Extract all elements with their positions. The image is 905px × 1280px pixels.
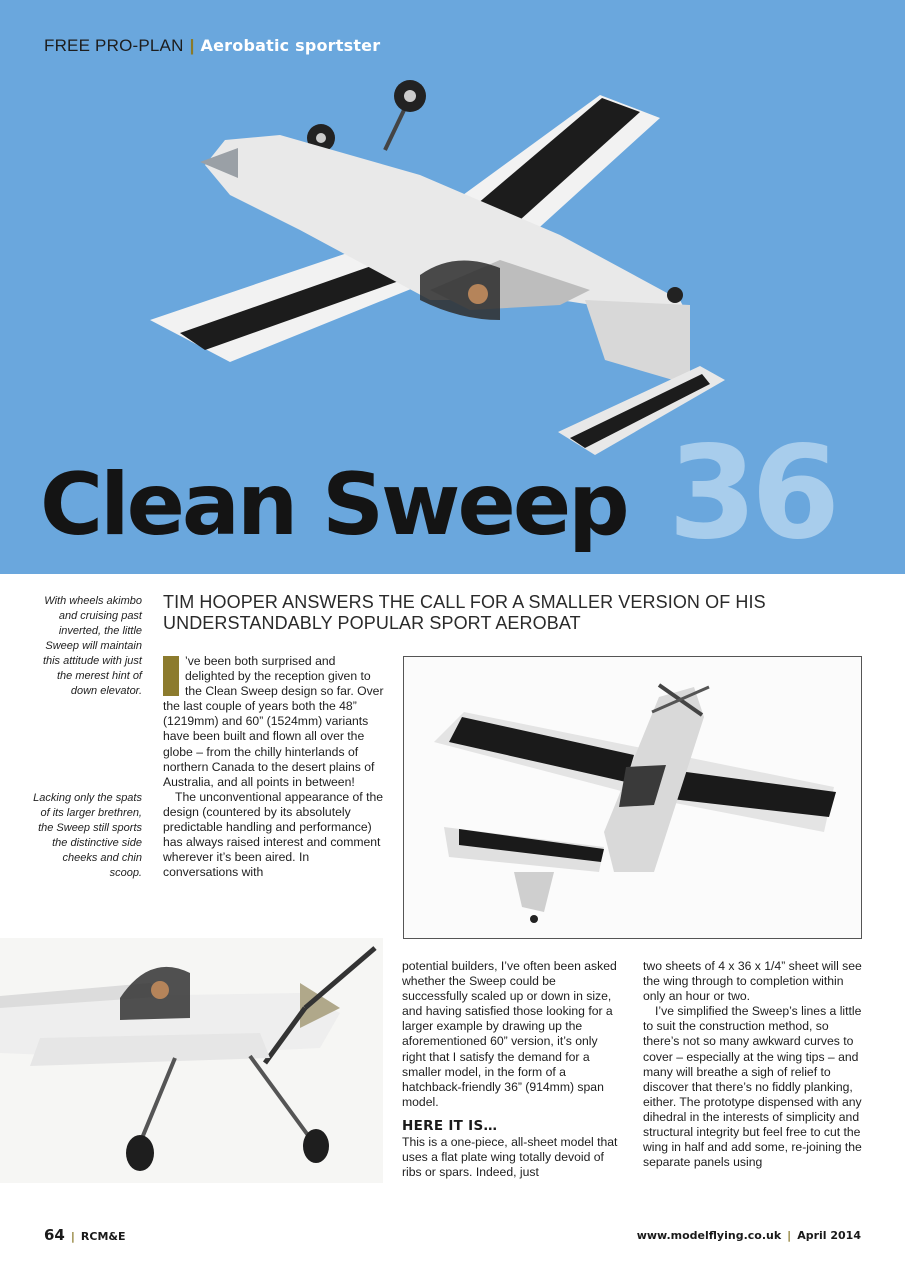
- footer-left: [44, 1226, 126, 1244]
- paragraph: two sheets of 4 x 36 x 1/4” sheet will see the wing through to completion within only an hour or two.: [643, 959, 862, 1004]
- kicker-separator: |: [189, 36, 195, 55]
- caption-hero: With wheels akimbo and cruising past inverted, the little Sweep will maintain this attitude with just the merest hint of down elevator.: [42, 595, 142, 697]
- caption-side-photo: Lacking only the spats of its larger brethren, the Sweep still sports the distinctive side cheeks and chin scoop.: [33, 792, 142, 879]
- page-title: Clean Sweep: [40, 455, 627, 555]
- paragraph: potential builders, I’ve often been asked whether the Sweep could be successfully scaled up or down in size, and having satisfied those looking for a larger example by drawing up the aforementioned 60” version, it’s only right that I satisfy the demand for a smaller model, in the form of a hatchback-friendly 36” (914mm) span model.: [402, 959, 617, 1109]
- kicker-plain: FREE PRO-PLAN: [44, 36, 184, 55]
- body-column-2: [402, 959, 624, 1180]
- footer-url: www.modelflying.co.uk: [636, 1229, 782, 1242]
- page-number: 64: [44, 1226, 65, 1244]
- paragraph: This is a one-piece, all-sheet model that uses a flat plate wing totally devoid of ribs or spars. Indeed, just: [402, 1135, 618, 1180]
- drop-cap-bar: [163, 656, 179, 696]
- hero-photo: [0, 0, 905, 574]
- side-photo: [0, 938, 383, 1183]
- studio-photo: [403, 656, 862, 939]
- footer-right: [637, 1229, 861, 1242]
- section-kicker: [44, 36, 380, 56]
- paragraph: The unconventional appearance of the design (countered by its absolutely predictable handling and performance) has always raised interest and comment wherever it’s been aired. In conversations with: [163, 789, 384, 880]
- magazine-name: RCM&E: [80, 1230, 126, 1243]
- subhead: HERE IT IS…: [402, 1117, 498, 1134]
- title-number: 36: [668, 419, 835, 568]
- studio-airplane-illustration: [404, 657, 862, 939]
- paragraph: I’ve simplified the Sweep’s lines a little to suit the construction method, so there’s not so many awkward curves to cover – especially at the wing tips – and many will breathe a sigh of relief to discover that there’s no fiddly planking, either. The prototype dispensed with any dihedral in the interests of simplicity and structural integrity but feel free to cut the wing in half and add some, re-joining the separate panels using: [643, 1004, 862, 1170]
- side-airplane-illustration: [0, 938, 383, 1183]
- footer-separator: |: [70, 1230, 75, 1243]
- kicker-bold: Aerobatic sportster: [200, 36, 381, 55]
- body-column-1: [163, 654, 385, 880]
- standfirst: TIM HOOPER ANSWERS THE CALL FOR A SMALLER VERSION OF HIS UNDERSTANDABLY POPULAR SPORT AEROBAT: [163, 592, 766, 633]
- body-column-3: [643, 959, 865, 1170]
- issue-date: April 2014: [797, 1229, 861, 1242]
- paragraph: ’ve been both surprised and delighted by the reception given to the Clean Sweep design so far. Over the last couple of years both the 48” (1219mm) and 60” (1524mm) variants have been built and flown all over the globe – from the chilly hinterlands of northern Canada to the desert plains of Australia, and all points in between!: [163, 654, 384, 789]
- footer-separator: |: [787, 1229, 792, 1242]
